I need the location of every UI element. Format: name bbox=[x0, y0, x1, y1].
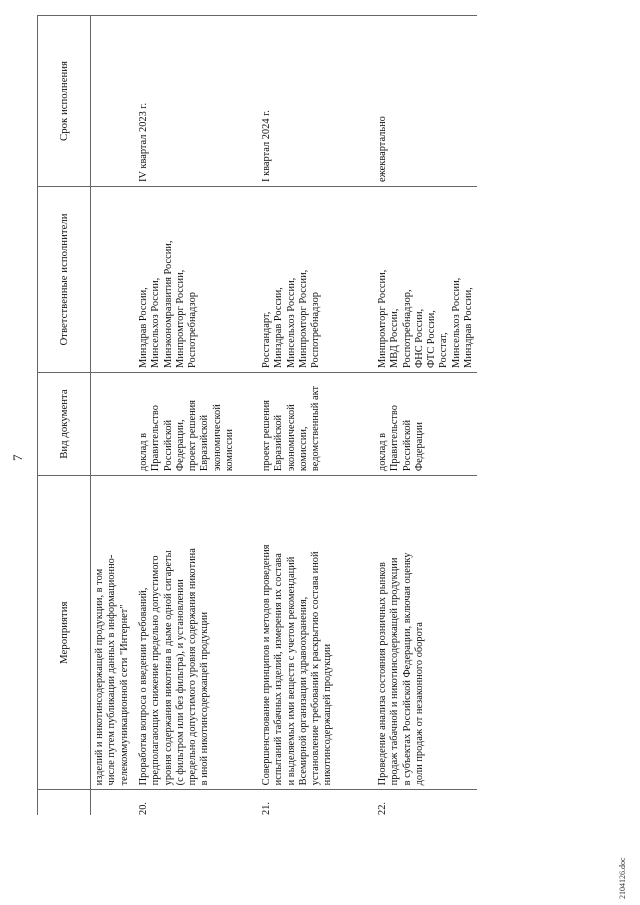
header-doc-type: Вид документа bbox=[38, 373, 91, 476]
row-activity: Проработка вопроса о введении требований, предполагающих снижение предельно допустимого уровня содержания никотина в дыме одной сигареты (с фильтром или без фильтра), и установлении предельно допустимого уровня содержания никотина в иной никотинсодержащей продукции bbox=[138, 476, 261, 790]
table-header-row bbox=[38, 16, 91, 816]
row-deadline: ежеквартально bbox=[377, 16, 477, 187]
footer-file-code: 2104126.doc bbox=[618, 857, 627, 899]
table-row-continuation bbox=[91, 16, 139, 816]
row-deadline: I квартал 2024 г. bbox=[261, 16, 377, 187]
row-doc-type: доклад в Правительство Российской Федерации bbox=[377, 373, 477, 476]
header-deadline: Срок исполнения bbox=[38, 16, 91, 187]
measures-table bbox=[37, 15, 477, 815]
header-number bbox=[38, 790, 91, 815]
table-row bbox=[138, 16, 261, 816]
row-activity: Проведение анализа состояния розничных рынков продаж табачной и никотинсодержащей продукции в субъектах Российской Федерации, включая оценку доли продаж от незаконного оборота bbox=[377, 476, 477, 790]
row-doc-type: проект решения Евразийской экономической комиссии, ведомственный акт bbox=[261, 373, 377, 476]
table-row bbox=[261, 16, 377, 816]
page-number: 7 bbox=[10, 454, 25, 461]
row-number: 21. bbox=[261, 790, 377, 815]
row-number: 22. bbox=[377, 790, 477, 815]
header-responsible: Ответственные исполнители bbox=[38, 186, 91, 372]
row-responsible: Росстандарт, Минздрав России, Минсельхоз России, Минпромторг России, Роспотребнадзор bbox=[261, 186, 377, 372]
row-responsible: Минпромторг России, МВД России, Роспотребнадзор, ФНС России, ФТС России, Росстат, Минсельхоз России, Минздрав России, bbox=[377, 186, 477, 372]
row-doc-type: доклад в Правительство Российской Федерации, проект решения Евразийской экономической комиссии bbox=[138, 373, 261, 476]
row-responsible: Минздрав России, Минсельхоз России, Минэкономразвития России, Минпромторг России, Роспотребнадзор bbox=[138, 186, 261, 372]
header-activity: Мероприятия bbox=[38, 476, 91, 790]
table-row bbox=[377, 16, 477, 816]
continuation-activity: изделий и никотинсодержащей продукции, в том числе путем публикации данных в информационно- телекоммуникационной сети "Интернет" bbox=[91, 476, 139, 790]
row-number: 20. bbox=[138, 790, 261, 815]
row-deadline: IV квартал 2023 г. bbox=[138, 16, 261, 187]
row-activity: Совершенствование принципов и методов проведения испытаний табачных изделий, измерения их состава и выделяемых ими веществ с учетом рекомендаций Всемирной организации здравоохранения, установление требований к раскрытию состава иной никотинсодержащей продукции bbox=[261, 476, 377, 790]
